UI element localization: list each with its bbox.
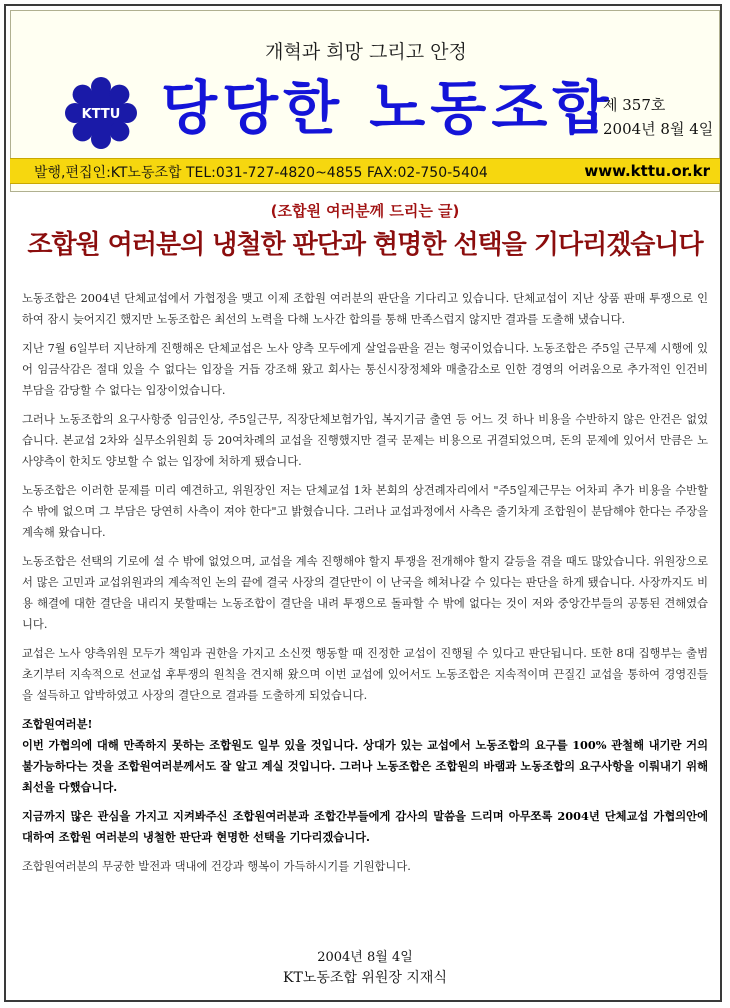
- paragraph: 지난 7월 6일부터 지난하게 진행해온 단체교섭은 노사 양측 모두에게 살얼음판을 걷는 형국이었습니다. 노동조합은 주5일 근무제 시행에 있어 임금삭감은 절대 있을 수 없다는 입장을 거듭 강조해 왔고 회사는 통신시장정체와 매출감소로 인한 경영의 어려움으로 추가적인 인건비 부담을 감당할 수 없다는 입장이었습니다.: [22, 342, 708, 397]
- signature: KT노동조합 위원장 지재식: [283, 970, 447, 986]
- article-date: 2004년 8월 4일: [317, 950, 413, 965]
- article-headline: 조합원 여러분의 냉철한 판단과 현명한 선택을 기다리겠습니다: [27, 230, 703, 260]
- paragraph: 노동조합은 선택의 기로에 설 수 밖에 없었으며, 교섭을 계속 진행해야 할지 투쟁을 전개해야 할지 갈등을 겪을 때도 많았습니다. 위원장으로서 많은 고민과 교섭위원과의 계속적인 논의 끝에 결국 사장의 결단만이 이 난국을 헤쳐나갈 수 있다는 판단을 하게 됐습니다. 사장까지도 비용 해결에 대한 결단을 내리지 못할때는 노동조합이 결단을 내려 투쟁으로 돌파할 수 밖에 없다는 것이 저와 중앙간부들의 공통된 견해였습니다.: [22, 555, 708, 631]
- publisher-bar: [10, 158, 720, 184]
- paragraph: 그러나 노동조합의 요구사항중 임금인상, 주5일근무, 직장단체보험가입, 복지기금 출연 등 어느 것 하나 비용을 수반하지 않은 안건은 없었습니다. 본교섭 2차와 실무소위원회 등 20여차례의 교섭을 진행했지만 결국 문제는 비용으로 귀결되었으며, 돈의 문제에 있어서 만큼은 노사양측이 한치도 양보할 수 없는 입장에 처하게 됐습니다.: [22, 413, 708, 468]
- paragraph: 노동조합은 2004년 단체교섭에서 가협정을 맺고 이제 조합원 여러분의 판단을 기다리고 있습니다. 단체교섭이 지난 상품 판매 투쟁으로 인하여 잠시 늦어지긴 했지만 노동조합은 최선의 노력을 다해 노사간 합의를 통해 만족스럽지 않지만 결과를 도출해 냈습니다.: [22, 292, 708, 326]
- slogan: 개혁과 희망 그리고 안정: [265, 41, 467, 63]
- issue-info: [603, 93, 713, 141]
- newsletter-title: 당당한 노동조합: [161, 74, 614, 142]
- article-body: [22, 288, 708, 885]
- issue-number: 제 357호: [603, 96, 666, 114]
- paragraph: 노동조합은 이러한 문제를 미리 예견하고, 위원장인 저는 단체교섭 1차 본회의 상견례자리에서 "주5일제근무는 어차피 추가 비용을 수반할 수 밖에 없으며 그 부담은 당연히 사측이 져야 한다"고 밝혔습니다. 그러나 교섭과정에서 사측은 줄기차게 조합원이 분담해야 한다는 주장을 계속해 왔습니다.: [22, 484, 708, 539]
- publisher-info: 발행,편집인:KT노동조합 TEL:031-727-4820~4855 FAX:02-750-5404: [34, 165, 488, 181]
- bold-paragraph: 이번 가협의에 대해 만족하지 못하는 조합원도 일부 있을 것입니다. 상대가 있는 교섭에서 노동조합의 요구를 100% 관철해 내기란 거의 불가능하다는 것을 조합원여러분께서도 잘 알고 계실 것입니다. 그러나 노동조합은 조합원의 바램과 노동조합의 요구사항을 이뤄내기 위해 최선을 다했습니다.: [22, 738, 708, 794]
- bold-paragraph: 지금까지 많은 관심을 가지고 지켜봐주신 조합원여러분과 조합간부들에게 감사의 말씀을 드리며 아무쪼록 2004년 단체교섭 가협의안에 대하여 조합원 여러분의 냉철한 판단과 현명한 선택을 기다리겠습니다.: [22, 809, 708, 844]
- closing-paragraph: 조합원여러분의 무궁한 발전과 댁내에 건강과 행복이 가득하시기를 기원합니다.: [22, 860, 411, 873]
- kttu-logo-icon: [63, 75, 139, 151]
- issue-date: 2004년 8월 4일: [603, 120, 714, 138]
- article-subhead: (조합원 여러분께 드리는 글): [270, 202, 460, 220]
- website-link[interactable]: www.kttu.or.kr: [584, 162, 710, 180]
- greeting: 조합원여러분!: [22, 717, 93, 731]
- logo-text: KTTU: [81, 107, 121, 122]
- paragraph: 교섭은 노사 양측위원 모두가 책임과 권한을 가지고 소신껏 행동할 때 진정한 교섭이 진행될 수 있다고 판단됩니다. 또한 8대 집행부는 출범 초기부터 지속적으로 선교섭 후투쟁의 원칙을 견지해 왔으며 이번 교섭에 있어서도 노동조합은 지속적이며 끈질긴 교섭을 통하여 경영진들을 설득하고 압박하였고 사장의 결단으로 결과를 도출하게 되었습니다.: [22, 647, 708, 702]
